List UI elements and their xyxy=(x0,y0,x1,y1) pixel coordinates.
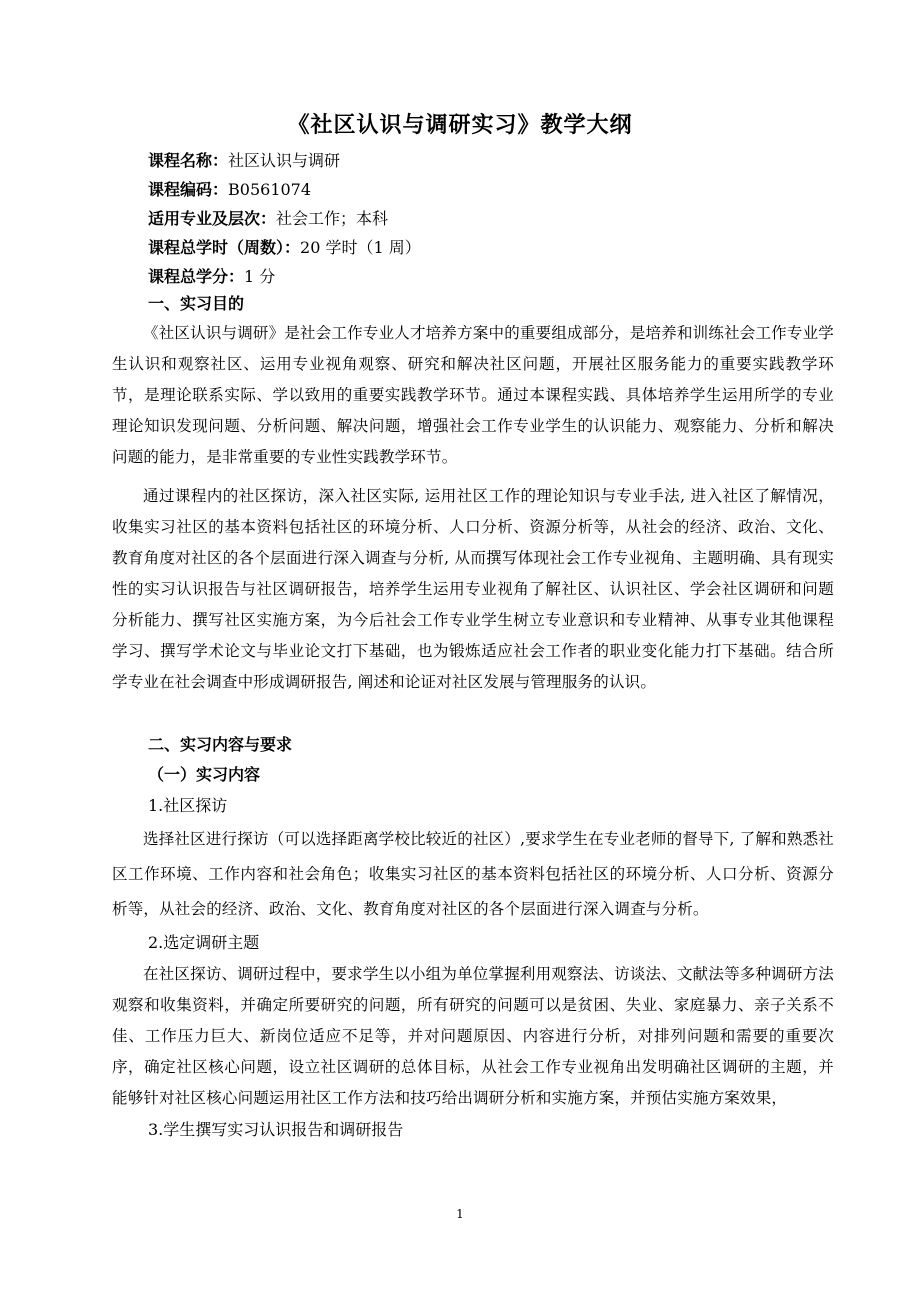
meta-course-name xyxy=(148,146,421,175)
item-heading: 3.学生撰写实习认识报告和调研报告 xyxy=(148,1120,404,1139)
item-heading: 2.选定调研主题 xyxy=(148,933,260,952)
meta-total-credits xyxy=(148,262,421,291)
meta-course-code xyxy=(148,175,421,204)
section-heading: 二、实习内容与要求 xyxy=(148,735,293,754)
document-title: 《社区认识与调研实习》教学大纲 xyxy=(287,113,633,138)
page-number: 1 xyxy=(456,1207,464,1221)
meta-label: 适用专业及层次： xyxy=(148,209,277,228)
item-heading: 1.社区探访 xyxy=(148,796,228,815)
meta-major-level xyxy=(148,204,421,233)
meta-label: 课程编码： xyxy=(148,180,229,199)
paragraph: 通过课程内的社区探访，深入社区实际, 运用社区工作的理论知识与专业手法, 进入社区了解情况，收集实习社区的基本资料包括社区的环境分析、人口分析、资源分析等，从社会的经济、政治、文化、教育角度对社区的各个层面进行深入调查与分析, 从而撰写体现社会工作专业视角、主题明确、具有现实性的实习认识报告与社区调研报告，培养学生运用专业视角了解社区、认识社区、学会社区调研和问题分析能力、撰写社区实施方案，为今后社会工作专业学生树立专业意识和专业精神、从事专业其他课程学习、撰写学术论文与毕业论文打下基础，也为锻炼适应社会工作者的职业变化能力打下基础。结合所学专业在社会调查中形成调研报告, 阐述和论证对社区发展与管理服务的认识。 xyxy=(112,487,834,691)
paragraph: 在社区探访、调研过程中，要求学生以小组为单位掌握利用观察法、访谈法、文献法等多种调研方法观察和收集资料，并确定所要研究的问题，所有研究的问题可以是贫困、失业、家庭暴力、亲子关系不佳、工作压力巨大、新岗位适应不足等，并对问题原因、内容进行分析，对排列问题和需要的重要次序，确定社区核心问题，设立社区调研的总体目标，从社会工作专业视角出发明确社区调研的主题，并能够针对社区核心问题运用社区工作方法和技巧给出调研分析和实施方案，并预估实施方案效果， xyxy=(112,965,834,1107)
meta-value: 20 学时（1 周） xyxy=(300,238,421,257)
meta-value: 社会工作；本科 xyxy=(276,209,389,228)
meta-value: 社区认识与调研 xyxy=(228,151,341,170)
paragraph: 《社区认识与调研》是社会工作专业人才培养方案中的重要组成部分，是培养和训练社会工作专业学生认识和观察社区、运用专业视角观察、研究和解决社区问题，开展社区服务能力的重要实践教学环节，是理论联系实际、学以致用的重要实践教学环节。通过本课程实践、具体培养学生运用所学的专业理论知识发现问题、分析问题、解决问题，增强社会工作专业学生的认识能力、观察能力、分析和解决问题的能力，是非常重要的专业性实践教学环节。 xyxy=(112,324,834,466)
paragraph: 选择社区进行探访（可以选择距离学校比较近的社区）,要求学生在专业老师的督导下, 了解和熟悉社区工作环境、工作内容和社会角色；收集实习社区的基本资料包括社区的环境分析、人口分析、资源分析等，从社会的经济、政治、文化、教育角度对社区的各个层面进行深入调查与分析。 xyxy=(112,830,834,918)
meta-total-hours xyxy=(148,233,421,262)
meta-label: 课程总学分： xyxy=(148,267,245,286)
meta-label: 课程总学时（周数）： xyxy=(148,238,301,257)
section-heading: 一、实习目的 xyxy=(148,294,245,313)
section-purpose xyxy=(112,290,834,698)
meta-label: 课程名称： xyxy=(148,151,229,170)
section-content xyxy=(112,730,834,1146)
meta-value: 1 分 xyxy=(244,267,276,286)
subsection-heading: （一）实习内容 xyxy=(148,765,261,784)
course-meta xyxy=(148,146,421,291)
meta-value: B0561074 xyxy=(228,180,312,199)
